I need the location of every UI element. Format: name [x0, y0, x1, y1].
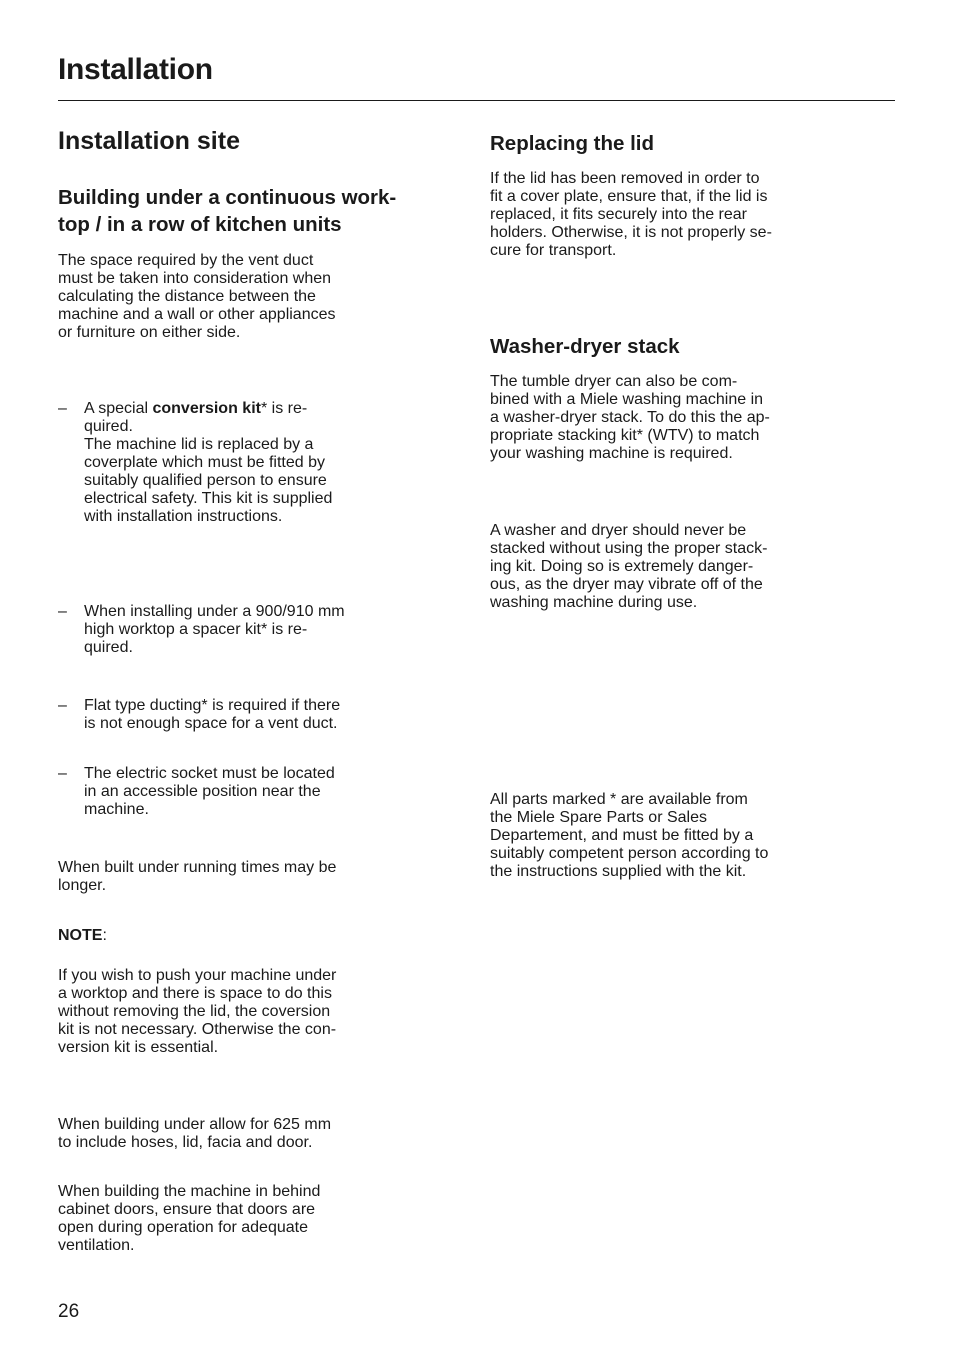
bullet-electric-socket	[58, 765, 460, 819]
paragraph-allow: When building under allow for 625 mm to include hoses, lid, facia and door.	[58, 1116, 332, 1151]
bullet-flat-ducting	[58, 697, 460, 733]
bullet-spacer-kit	[58, 603, 460, 657]
paragraph-parts: All parts marked * are available from the Miele Spare Parts or Sales Departement, and must be fitted by a suitably competent person according to the instructions supplied with the kit.	[490, 791, 769, 880]
bullet-text-after: * is re- quired. The machine lid is replaced by a coverplate which must be fitted by suitably qualified person to ensure electrical safety. This kit is supplied with installation instructions.	[84, 400, 333, 525]
bullet-electric-socket-text: The electric socket must be located in an accessible position near the machine.	[84, 765, 335, 818]
paragraph-intro: The space required by the vent duct must be taken into consideration when calculating the distance between the machine and a wall or other appliances or furniture on either side.	[58, 252, 336, 341]
page-number: 26	[58, 1301, 80, 1322]
bullet-dash: –	[58, 697, 67, 714]
paragraph-replacing-lid: If the lid has been removed in order to fit a cover plate, ensure that, if the lid is replaced, it fits securely into the rear holders. Otherwise, it is not properly se- cure for transport.	[490, 170, 772, 259]
section-title: Installation site	[58, 127, 240, 155]
note-label-bold: NOTE	[58, 927, 103, 944]
note-label	[58, 927, 460, 945]
note-label-colon: :	[102, 927, 107, 944]
bullet-spacer-kit-text: When installing under a 900/910 mm high worktop a spacer kit* is re- quired.	[84, 603, 345, 656]
paragraph-note: If you wish to push your machine under a worktop and there is space to do this without removing the lid, the coversion kit is not necessary. Otherwise the con- version kit is essential.	[58, 967, 337, 1056]
paragraph-stack-2: A washer and dryer should never be stacked without using the proper stack- ing kit. Doing so is extremely danger- ous, as the dryer may vibrate off of the washing machine during use.	[490, 522, 768, 611]
bullet-text-before: A special	[84, 400, 153, 417]
subheading-building-under: Building under a continuous work- top / in a row of kitchen units	[58, 186, 397, 236]
subheading-washer-dryer-stack: Washer-dryer stack	[490, 335, 680, 358]
bullet-conversion-kit	[58, 400, 460, 526]
bullet-flat-ducting-text: Flat type ducting* is required if there is not enough space for a vent duct.	[84, 697, 341, 732]
bullet-text-bold: conversion kit	[152, 400, 261, 417]
bullet-dash: –	[58, 400, 67, 417]
bullet-conversion-kit-text	[84, 400, 460, 526]
subheading-replacing-lid: Replacing the lid	[490, 132, 655, 155]
paragraph-cabinet: When building the machine in behind cabinet doors, ensure that doors are open during operation for adequate ventilation.	[58, 1183, 321, 1254]
paragraph-stack-1: The tumble dryer can also be com- bined with a Miele washing machine in a washer-dryer stack. To do this the ap- propriate stacking kit* (WTV) to match your washing machine is required.	[490, 373, 770, 462]
paragraph-built-under: When built under running times may be longer.	[58, 859, 337, 894]
page-title: Installation	[58, 53, 213, 86]
bullet-dash: –	[58, 765, 67, 782]
bullet-dash: –	[58, 603, 67, 620]
header-divider	[58, 100, 895, 101]
